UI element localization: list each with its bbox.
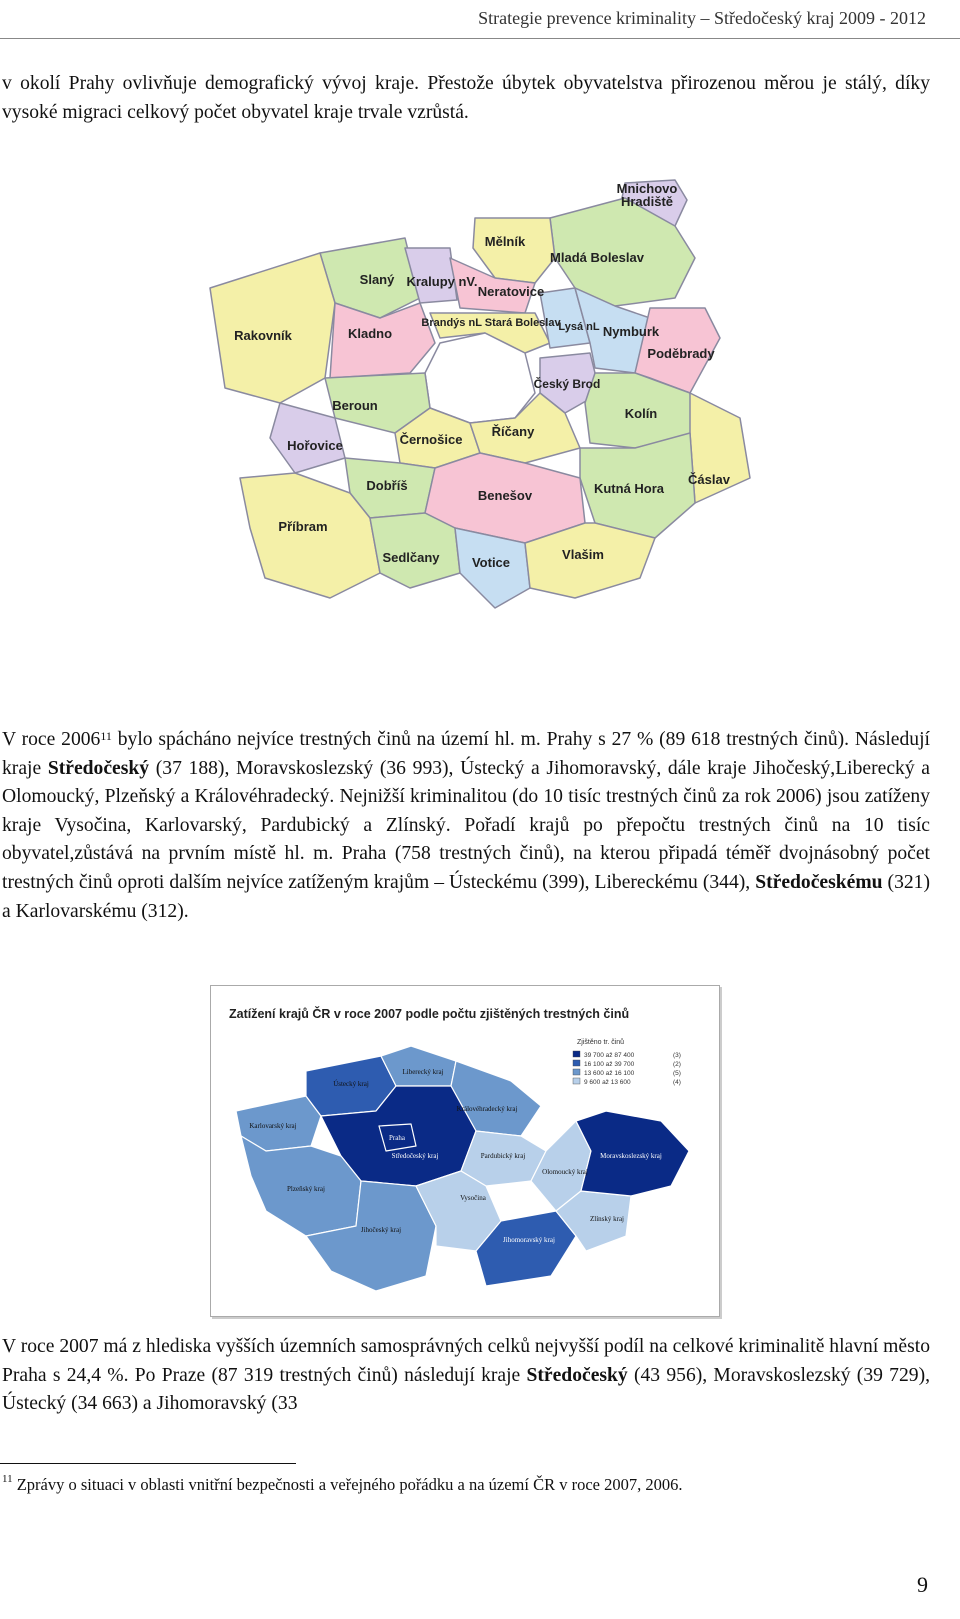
- p2-part3: (37 188), Moravskoslezský (36 993), Ústecký a Jihomoravský, dále kraje Jihočeský,Liberecký a Olomoucký, Plzeňský a Královéhradecký. Nejnižší kriminalitou (do 10 tisíc trestných činů za rok 2006) jsou zatíženy kraje Vysočina, Karlovarský, Pardubický a Zlínský. Pořadí krajů po přepočtu trestných činů na 10 tisíc obyvatel,zůstává na prvním místě hl. m. Praha (758 trestných činů), na kterou připadá téměř dvojnásobný počet trestných činů oproti dalším nejvíce zatíženým krajům – Ústeckému (399), Libereckému (344),: [2, 757, 930, 893]
- p2-bold2: Středočeskému: [755, 871, 883, 893]
- legend-swatch-4: [573, 1078, 580, 1084]
- region-label-jihomoravsky: Jihomoravský kraj: [503, 1236, 555, 1244]
- page-number: 9: [917, 1572, 928, 1597]
- label-slany: Slaný: [359, 272, 395, 287]
- legend-title: Zjištěno tr. činů: [577, 1039, 625, 1046]
- label-nymburk: Nymburk: [602, 324, 660, 339]
- p3-bold1: Středočeský: [526, 1364, 628, 1386]
- label-brandys: Brandýs nL Stará Boleslav: [421, 317, 561, 329]
- label-vlasim: Vlašim: [562, 547, 604, 562]
- region-label-jihocesky: Jihočeský kraj: [360, 1226, 402, 1234]
- region-label-liberecky: Liberecký kraj: [402, 1068, 444, 1076]
- region-label-moravskoslezsky: Moravskoslezský kraj: [600, 1152, 662, 1160]
- district-map: [195, 178, 765, 628]
- label-caslav: Čáslav: [688, 472, 730, 487]
- label-mnichovo-hradiste-1: Mnichovo Hradiště: [616, 181, 678, 209]
- label-kutna-hora: Kutná Hora: [593, 481, 665, 496]
- label-podebrady: Poděbrady: [647, 346, 715, 361]
- p2-bold1: Středočeský: [47, 757, 150, 779]
- region-label-ustecky: Ústecký kraj: [333, 1080, 369, 1088]
- region-label-kralovehradecky: Královéhradecký kraj: [456, 1105, 518, 1113]
- legend-count-1: (3): [673, 1052, 681, 1059]
- paragraph-3: [2, 1333, 930, 1419]
- region-crime-map: [210, 985, 720, 1317]
- region-label-karlovarsky: Karlovarský kraj: [249, 1122, 297, 1130]
- footnote-ref[interactable]: 11: [100, 729, 112, 743]
- label-mlada-boleslav: Mladá Boleslav: [550, 250, 644, 265]
- label-beroun: Beroun: [332, 398, 378, 413]
- legend-swatch-2: [573, 1060, 580, 1066]
- running-header: Strategie prevence kriminality – Středočeský kraj 2009 - 2012: [478, 8, 926, 28]
- legend-count-4: (4): [673, 1079, 681, 1086]
- region-map-title: Zatížení krajů ČR v roce 2007 podle počtu zjištěných trestných činů: [229, 1007, 630, 1021]
- region-label-plzensky: Plzeňský kraj: [287, 1185, 325, 1193]
- p3-part1: V roce 2007 má z hlediska vyšších územních samosprávných celků nejvyšší podíl na celkové kriminalitě hlavní město Praha s 24,4 %. Po Praze (87 319 trestných činů) následují kraje: [2, 1336, 930, 1386]
- region-map-svg: [211, 986, 719, 1316]
- region-label-vysocina: Vysočina: [460, 1194, 486, 1202]
- footnote-text: Zprávy o situaci v oblasti vnitřní bezpečnosti a veřejného pořádku a na území ČR v roce 2007, 2006.: [12, 1475, 683, 1494]
- label-cernosice: Černošice: [399, 432, 463, 447]
- header-rule: [0, 38, 960, 39]
- legend-swatch-3: [573, 1069, 580, 1075]
- label-benesov: Benešov: [477, 488, 533, 503]
- legend-label-2: 16 100 až 39 700: [584, 1061, 635, 1068]
- label-ricany: Říčany: [491, 424, 535, 439]
- region-label-olomoucky: Olomoucký kraj: [542, 1168, 588, 1176]
- label-melnik: Mělník: [484, 234, 526, 249]
- label-cesky-brod: Český Brod: [533, 377, 601, 391]
- legend-label-1: 39 700 až 87 400: [584, 1052, 635, 1059]
- paragraph-2: [2, 726, 930, 926]
- label-neratovice: Neratovice: [477, 284, 545, 299]
- map-legend: [573, 1038, 681, 1086]
- p2-part2: bylo spácháno nejvíce trestných činů na území hl. m. Prahy s 27 % (89 618 trestných činů). Následují kraje: [2, 729, 930, 779]
- legend-swatch-1: [573, 1051, 580, 1057]
- label-lysa: Lysá nL: [558, 321, 600, 333]
- legend-count-2: (2): [673, 1061, 681, 1068]
- footnote-number: 11: [2, 1473, 13, 1485]
- label-horovice: Hořovice: [287, 438, 343, 453]
- label-rakovnik: Rakovník: [234, 328, 292, 343]
- legend-count-3: (5): [673, 1070, 681, 1077]
- p2-part4: (321) a Karlovarskému (312).: [2, 871, 930, 922]
- label-votice: Votice: [471, 555, 511, 570]
- footnote-rule: [0, 1463, 296, 1464]
- paragraph-1: v okolí Prahy ovlivňuje demografický vývoj kraje. Přestože úbytek obyvatelstva přirozenou měrou je stálý, díky vysoké migraci celkový počet obyvatel kraje trvale vzrůstá.: [2, 73, 930, 123]
- region-label-pardubicky: Pardubický kraj: [480, 1152, 526, 1160]
- label-sedlcany: Sedlčany: [382, 550, 440, 565]
- region-label-praha: Praha: [389, 1134, 405, 1142]
- label-dobris: Dobříš: [366, 478, 408, 493]
- label-pribram: Příbram: [278, 519, 328, 534]
- legend-label-3: 13 600 až 16 100: [584, 1070, 635, 1077]
- region-label-zlinsky: Zlínský kraj: [589, 1215, 625, 1223]
- footnote: [2, 1475, 683, 1495]
- label-kralupy: Kralupy nV.: [406, 274, 478, 289]
- region-label-stredocesky: Středočeský kraj: [391, 1152, 439, 1160]
- p2-part1: V roce 2006: [2, 729, 101, 750]
- label-kladno: Kladno: [347, 326, 393, 341]
- legend-label-4: 9 600 až 13 600: [584, 1079, 631, 1086]
- p3-part2: (43 956), Moravskoslezský (39 729), Ústecký (34 663) a Jihomoravský (33: [2, 1364, 930, 1415]
- label-kolin: Kolín: [624, 406, 658, 421]
